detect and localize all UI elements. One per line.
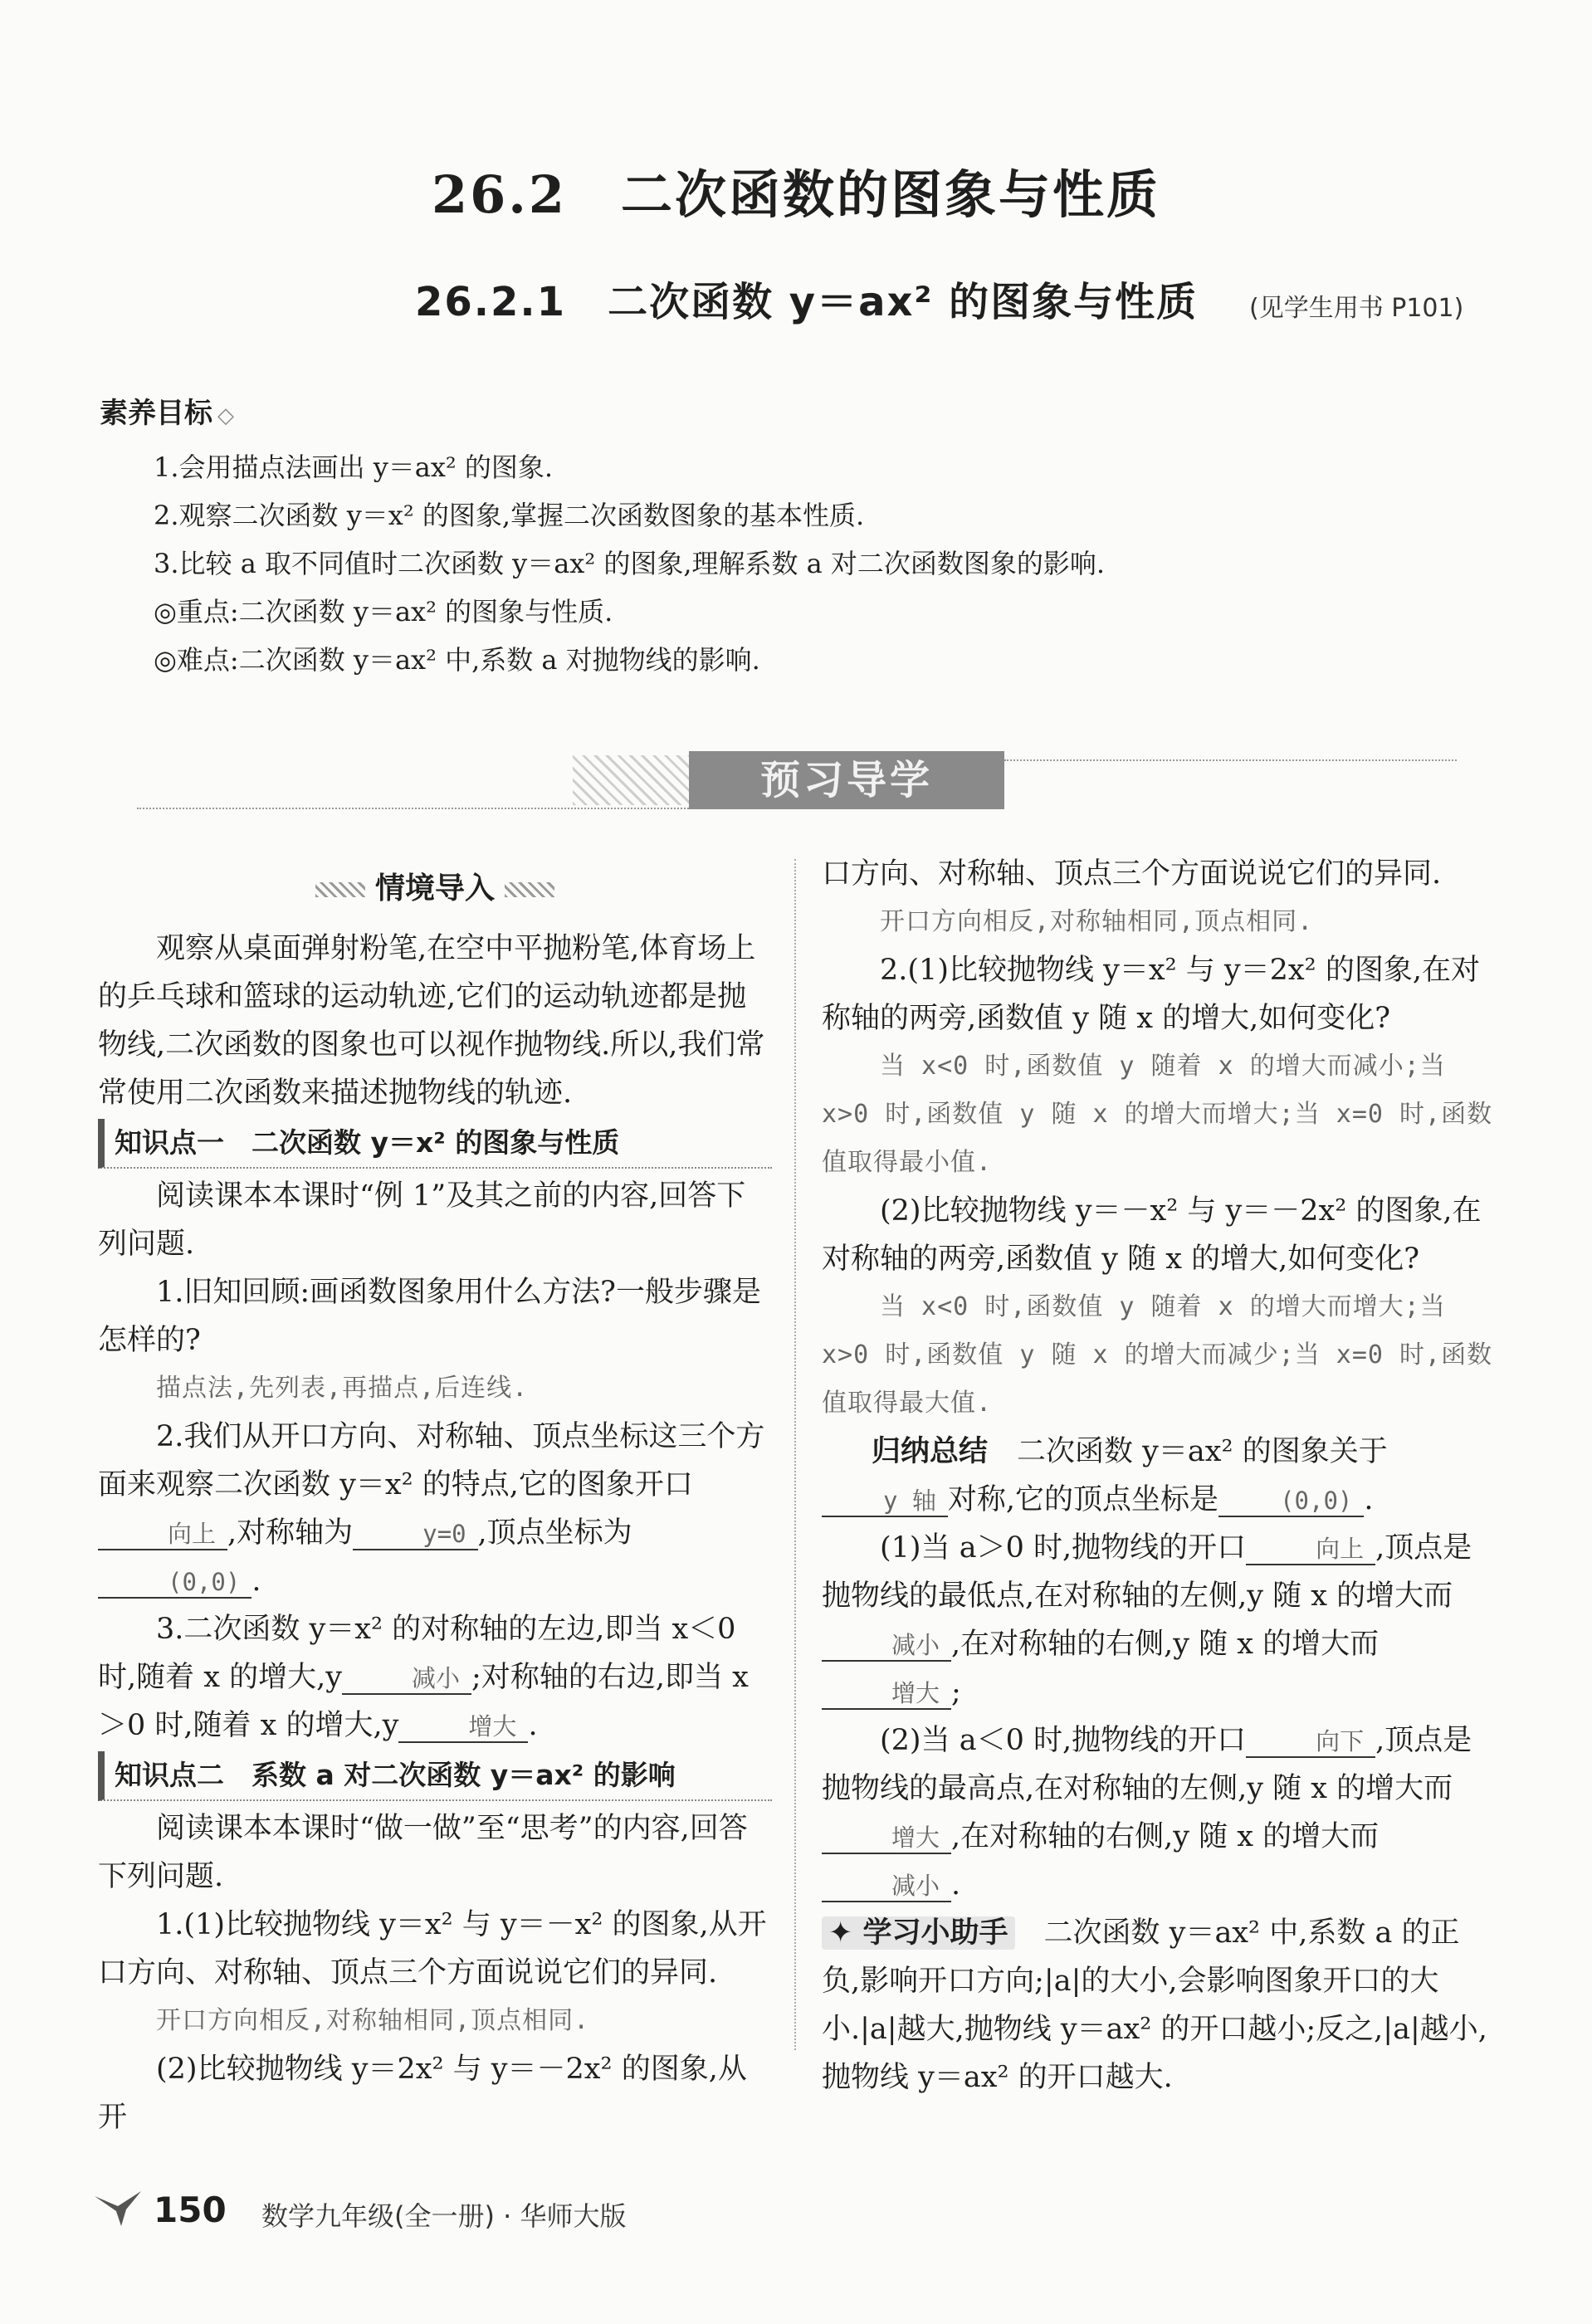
case-text: ,顶点是抛物线的最低点,在对称轴的左侧,y 随 x 的增大而 xyxy=(822,1531,1472,1613)
answer-blank[interactable]: 向下 xyxy=(1246,1726,1375,1758)
kp2-question-1: 1.(1)比较抛物线 y＝x² 与 y＝－x² 的图象,从开口方向、对称轴、顶点三个方面说说它们的异同. xyxy=(98,1908,767,1990)
helper-label xyxy=(822,1916,1015,1950)
answer-2-2: 当 x<0 时,函数值 y 随着 x 的增大而增大;当 x>0 时,函数值 y 随 x 的增大而减少;当 x=0 时,函数值取得最大值. xyxy=(822,1292,1493,1418)
question-1: 1.旧知回顾:画函数图象用什么方法?一般步骤是怎样的? xyxy=(98,1276,761,1357)
case-text: (1)当 a＞0 时,抛物线的开口 xyxy=(880,1531,1247,1565)
banner-rule-left xyxy=(137,808,689,809)
q3-text: . xyxy=(528,1709,538,1742)
summary-case-2 xyxy=(822,1716,1494,1909)
summary-text: 二次函数 y＝ax² 的图象关于 xyxy=(1017,1435,1388,1468)
summary xyxy=(822,1428,1494,1524)
answer-blank[interactable]: 减小 xyxy=(822,1630,951,1662)
subsection-title: 26.2.1 二次函数 y＝ax² 的图象与性质 xyxy=(415,279,1199,325)
kp2-answer-1: 开口方向相反,对称轴相同,顶点相同. xyxy=(156,2006,590,2035)
section-title: 26.2 二次函数的图象与性质 xyxy=(431,164,1160,225)
case-text: ,顶点是抛物线的最高点,在对称轴的左侧,y 随 x 的增大而 xyxy=(822,1724,1472,1805)
q2-text: ,顶点坐标为 xyxy=(477,1516,632,1550)
situation-heading xyxy=(98,865,772,913)
helper-text: 二次函数 y＝ax² 中,系数 a 的正负,影响开口方向;|a|的大小,会影响图象开口的大小.|a|越大,抛物线 y＝ax² 的开口越小;反之,|a|越小,抛物线 y＝ax² 的开口越大. xyxy=(822,1916,1487,2094)
q3-text: ;对称轴的右边,即当 x＞0 时,随着 x 的增大,y xyxy=(98,1661,749,1742)
situation-heading-label: 情境导入 xyxy=(374,872,495,906)
helper-label-text: 学习小助手 xyxy=(862,1916,1008,1950)
continued-answer: 开口方向相反,对称轴相同,顶点相同. xyxy=(880,907,1314,936)
kp1-intro: 阅读课本本课时“例 1”及其之前的内容,回答下列问题. xyxy=(98,1179,746,1261)
case-text: ,在对称轴的右侧,y 随 x 的增大而 xyxy=(951,1820,1380,1853)
goal-item: 1.会用描点法画出 y＝ax² 的图象. xyxy=(154,452,554,483)
knowledge-point-1-heading: 知识点一 二次函数 y＝x² 的图象与性质 xyxy=(98,1119,772,1169)
q2-text: 2.我们从开口方向、对称轴、顶点坐标这三个方面来观察二次函数 y＝x² 的特点,它的图象开口 xyxy=(98,1420,765,1501)
pin-icon: ✦ xyxy=(828,1916,853,1950)
summary-text: 对称,它的顶点坐标是 xyxy=(947,1483,1219,1516)
diamond-icon: ◇ xyxy=(217,403,234,428)
answer-blank[interactable]: 减小 xyxy=(822,1871,951,1902)
book-title: 数学九年级(全一册) · 华师大版 xyxy=(261,2200,627,2232)
answer-blank[interactable]: (0,0) xyxy=(98,1567,251,1599)
reference-note: (见学生用书 P101) xyxy=(1249,294,1464,323)
right-column xyxy=(822,850,1494,2102)
preview-banner: 预习导学 xyxy=(689,751,1004,809)
question-2-2: (2)比较抛物线 y＝－x² 与 y＝－2x² 的图象,在对称轴的两旁,函数值 y 随 x 的增大,如何变化? xyxy=(822,1194,1482,1276)
answer-2-1: 当 x<0 时,函数值 y 随着 x 的增大而减小;当 x>0 时,函数值 y 随 x 的增大而增大;当 x=0 时,函数值取得最小值. xyxy=(822,1052,1493,1177)
banner-stripes xyxy=(573,755,689,805)
kp2-intro: 阅读课本本课时“做一做”至“思考”的内容,回答下列问题. xyxy=(98,1812,748,1893)
situation-text: 观察从桌面弹射粉笔,在空中平抛粉笔,体育场上的乒乓球和篮球的运动轨迹,它们的运动轨迹都是抛物线,二次函数的图象也可以视作抛物线.所以,我们常常使用二次函数来描述抛物线的轨迹. xyxy=(98,932,765,1110)
summary-label: 归纳总结 xyxy=(872,1435,989,1468)
q2-text: ,对称轴为 xyxy=(227,1516,354,1550)
summary-case-1 xyxy=(822,1524,1494,1716)
goals-heading xyxy=(100,390,234,431)
question-2 xyxy=(98,1413,772,1605)
difficult-point: ◎难点:二次函数 y＝ax² 中,系数 a 对抛物线的影响. xyxy=(154,644,760,676)
question-2-1: 2.(1)比较抛物线 y＝x² 与 y＝2x² 的图象,在对称轴的两旁,函数值 y 随 x 的增大,如何变化? xyxy=(822,954,1480,1035)
key-point: ◎重点:二次函数 y＝ax² 的图象与性质. xyxy=(154,596,613,627)
case-text: ; xyxy=(951,1676,961,1709)
summary-text: . xyxy=(1364,1483,1374,1516)
answer-blank[interactable]: 减小 xyxy=(342,1663,471,1695)
continued-question: 口方向、对称轴、顶点三个方面说说它们的异同. xyxy=(822,857,1442,891)
goals-heading-label: 素养目标 xyxy=(100,397,212,430)
page-number: 150 xyxy=(154,2190,227,2230)
answer-blank[interactable]: 增大 xyxy=(398,1711,528,1743)
bird-logo-icon xyxy=(93,2188,143,2228)
answer-blank[interactable]: 增大 xyxy=(822,1678,951,1710)
answer-blank[interactable]: y 轴 xyxy=(822,1486,948,1517)
stripe-decoration xyxy=(505,882,554,897)
answer-blank[interactable]: 向上 xyxy=(98,1519,227,1550)
answer-blank[interactable]: (0,0) xyxy=(1218,1486,1364,1517)
knowledge-point-2-heading: 知识点二 系数 a 对二次函数 y＝ax² 的影响 xyxy=(98,1751,772,1801)
stripe-decoration xyxy=(315,882,365,897)
banner-rule-right xyxy=(1004,759,1457,761)
answer-1: 描点法,先列表,再描点,后连线. xyxy=(156,1374,529,1403)
goal-item: 2.观察二次函数 y＝x² 的图象,掌握二次函数图象的基本性质. xyxy=(154,500,865,531)
answer-blank[interactable]: 增大 xyxy=(822,1823,951,1854)
question-3 xyxy=(98,1605,772,1750)
case-text: ,在对称轴的右侧,y 随 x 的增大而 xyxy=(951,1628,1380,1661)
case-text: (2)当 a＜0 时,抛物线的开口 xyxy=(880,1724,1247,1757)
q2-text: . xyxy=(251,1565,261,1598)
goal-item: 3.比较 a 取不同值时二次函数 y＝ax² 的图象,理解系数 a 对二次函数图象的影响. xyxy=(154,548,1106,579)
case-text: . xyxy=(951,1868,961,1902)
kp2-question-1b: (2)比较抛物线 y＝2x² 与 y＝－2x² 的图象,从开 xyxy=(98,2053,747,2134)
q3-text: 3.二次函数 y＝x² 的对称轴的左边,即当 x＜0 时,随着 x 的增大,y xyxy=(98,1613,736,1694)
left-column xyxy=(98,865,772,2141)
column-divider xyxy=(794,859,796,2050)
answer-blank[interactable]: 向上 xyxy=(1246,1534,1375,1565)
helper-note xyxy=(822,1909,1494,2102)
answer-blank[interactable]: y=0 xyxy=(353,1519,477,1550)
